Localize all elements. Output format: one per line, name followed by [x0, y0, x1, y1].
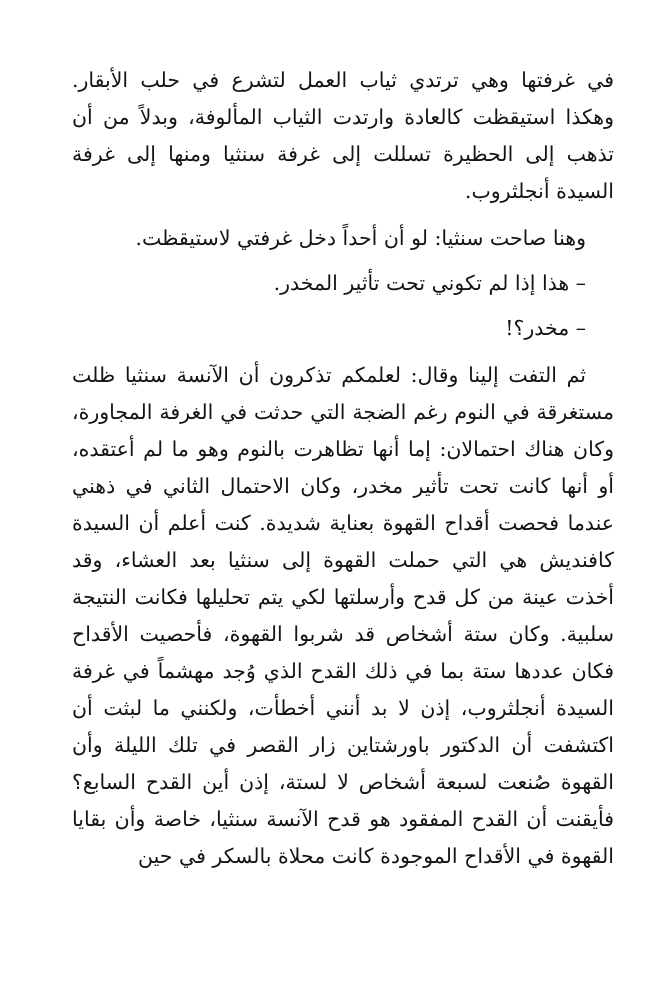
paragraph-cynthia-exclaims: وهنا صاحت سنثيا: لو أن أحداً دخل غرفتي لاستيقظت.	[135, 226, 586, 250]
dialogue-line-question: – مخدر؟!	[505, 316, 586, 340]
book-page	[72, 62, 614, 875]
paragraph-explanation: ثم التفت إلينا وقال: لعلمكم تذكرون أن الآنسة سنثيا ظلت مستغرقة في النوم رغم الضجة التي حدثت في الغرفة المجاورة، وكان هناك احتمالان: إما أنها تظاهرت بالنوم وهو ما لم أعتقده، أو أنها كانت تحت تأثير مخدر، وكان الاحتمال الثاني في ذهني عندما فحصت أقداح القهوة بعناية شديدة. كنت أعلم أن السيدة كافنديش هي التي حملت القهوة إلى سنثيا بعد العشاء، وقد أخذت عينة من كل قدح وأرسلتها لكي يتم تحليلها فكانت النتيجة سلبية. وكان ستة أشخاص قد شربوا القهوة، فأحصيت الأقداح فكان عددها ستة بما في ذلك القدح الذي وُجد مهشماً في غرفة السيدة أنجلثروب، إذن لا بد أنني أخطأت، ولكنني ما لبثت أن اكتشفت أن الدكتور باورشتاين زار القصر في تلك الليلة وأن القهوة صُنعت لسبعة أشخاص لا لستة، إذن أين القدح السابع؟ فأيقنت أن القدح المفقود هو قدح الآنسة سنثيا، خاصة وأن بقايا القهوة في الأقداح الموجودة كانت محلاة بالسكر في حين	[72, 363, 614, 868]
paragraph-opening: في غرفتها وهي ترتدي ثياب العمل لتشرع في حلب الأبقار. وهكذا استيقظت كالعادة وارتدت الثياب المألوفة، وبدلاً من أن تذهب إلى الحظيرة تسللت إلى غرفة سنثيا ومنها إلى غرفة السيدة أنجلثروب.	[72, 68, 615, 203]
dialogue-line-drug: – هذا إذا لم تكوني تحت تأثير المخدر.	[273, 271, 586, 295]
